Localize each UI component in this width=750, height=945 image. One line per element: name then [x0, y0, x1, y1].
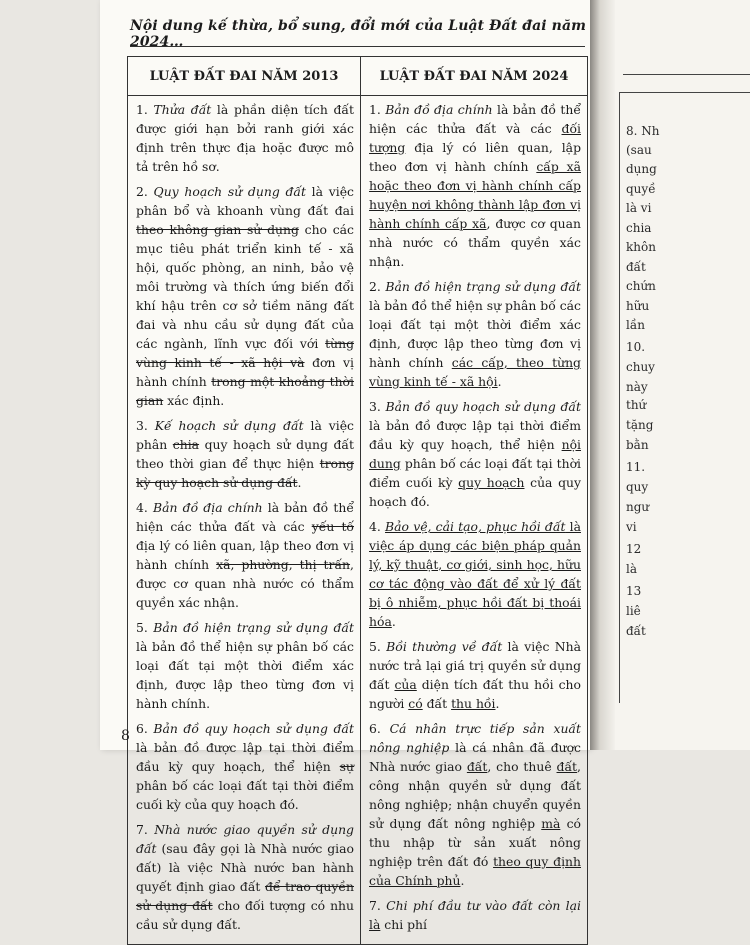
struck-text: sự: [339, 759, 354, 774]
clause-text: phân bố các loại đất tại thời điểm cuối kỳ: [369, 456, 581, 490]
clause-text: 4.: [369, 519, 386, 534]
col2-clause: [369, 517, 581, 631]
clause-text: 1.: [136, 102, 154, 117]
struck-text: từng vùng kinh tế - xã hội và: [136, 336, 354, 370]
underlined-text: là: [369, 917, 381, 932]
facing-page-fragment: này: [626, 380, 648, 394]
underlined-text: các cấp, theo từng vùng kinh tế - xã hội: [369, 355, 581, 389]
clause-text: (sau đây gọi là Nhà nước giao đất) là việc Nhà nước ban hành quyết định giao đất: [136, 841, 354, 894]
clause-text: địa lý có liên quan, lập theo đơn vị hành chính: [369, 140, 581, 174]
defined-term: Bản đồ địa chính: [153, 500, 263, 515]
underlined-text: theo quy định của Chính phủ: [369, 854, 581, 888]
facing-page-fragment: 12: [626, 542, 642, 556]
struck-text: trong một khoảng thời gian: [136, 374, 354, 408]
facing-page-fragment: 11.: [626, 460, 646, 474]
underlined-text: nội dung: [369, 437, 581, 471]
underlined-text: của: [394, 677, 417, 692]
defined-term: Quy hoạch sử dụng đất: [153, 184, 306, 199]
col2-clause: [369, 100, 581, 271]
clause-text: 7.: [136, 822, 155, 837]
facing-page-fragment: là vi: [626, 201, 652, 215]
facing-page-fragment: hữu: [626, 299, 650, 313]
clause-text: đất: [422, 696, 452, 711]
col1-clause: [136, 416, 354, 492]
clause-text: .: [391, 614, 396, 629]
clause-text: diện tích đất thu hồi cho người: [369, 677, 581, 711]
clause-text: cho đối tượng có nhu cầu sử dụng đất.: [136, 898, 355, 932]
column-header-2024: LUẬT ĐẤT ĐAI NĂM 2024: [361, 57, 588, 96]
col2-clause: [369, 896, 581, 934]
book-gutter: [590, 0, 615, 750]
clause-text: địa lý có liên quan, lập theo đơn vị hành chính: [136, 538, 354, 572]
clause-text: .: [460, 873, 465, 888]
clause-text: xác định.: [163, 393, 225, 408]
column-2013-cell: [128, 96, 361, 945]
struck-text: theo không gian sử dụng: [136, 222, 299, 237]
clause-text: có thu nhập từ sản xuất nông nghiệp trên đất đó: [369, 816, 581, 869]
clause-text: .: [497, 374, 502, 389]
defined-term: Bồi thường về đất: [386, 639, 503, 654]
facing-page-fragment: vi: [626, 520, 637, 534]
clause-text: 7.: [369, 898, 387, 913]
clause-text: .: [297, 475, 302, 490]
clause-text: đơn vị hành chính: [136, 355, 354, 389]
page-number: 8: [121, 728, 130, 744]
underlined-text: cấp xã hoặc theo đơn vị hành chính cấp huyện nơi không thành lập đơn vị hành chính cấp xã: [369, 159, 581, 231]
clause-text: 1.: [369, 102, 386, 117]
underlined-text: đối tượng: [369, 121, 581, 155]
underlined-text: đất: [466, 759, 488, 774]
clause-text: quy hoạch sử dụng đất theo thời gian để thực hiện: [136, 437, 354, 471]
clause-text: 6.: [136, 721, 154, 736]
clause-text: là bản đồ được lập tại thời điểm đầu kỳ quy hoạch, thể hiện: [136, 740, 354, 774]
underlined-text: mà: [541, 816, 561, 831]
defined-term: Bản đồ địa chính: [385, 102, 493, 117]
col2-clause: [369, 397, 581, 511]
facing-page-fragment: bằn: [626, 438, 649, 452]
clause-text: 2.: [369, 279, 386, 294]
facing-page-fragment: thứ: [626, 398, 647, 412]
col2-clause: [369, 637, 581, 713]
facing-page-fragment: quyề: [626, 182, 656, 196]
struck-text: xã, phường, thị trấn: [216, 557, 351, 572]
underlined-text: thu hồi: [451, 696, 496, 711]
running-header: Nội dung kế thừa, bổ sung, đổi mới của Luật Đất đai năm 2024…: [130, 18, 587, 50]
underlined-text: là việc áp dụng các biện pháp quản lý, kỹ thuật, cơ giới, sinh học, hữu cơ tác động vào đất để xử lý đất bị ô nhiễm, phục hồi đất bị thoái hóa: [369, 519, 581, 629]
facing-page-fragment: khôn: [626, 240, 656, 254]
struck-text: trong kỳ quy hoạch sử dụng đất: [136, 456, 354, 490]
clause-text: là bản đồ thể hiện sự phân bố các loại đất tại một thời điểm xác định, được lập theo từng đơn vị hành chính: [369, 298, 581, 370]
facing-page-fragment: đất: [626, 260, 646, 274]
facing-page-fragment: liê: [626, 604, 641, 618]
underlined-text: quy hoạch: [458, 475, 525, 490]
col1-clause: [136, 820, 354, 934]
facing-page-fragment: ngư: [626, 500, 650, 514]
clause-text: phân bố các loại đất tại thời điểm cuối kỳ của quy hoạch đó.: [136, 778, 354, 812]
facing-page-fragment: dụng: [626, 162, 657, 176]
clause-text: là phần diện tích đất được giới hạn bởi ranh giới xác định trên thực địa hoặc được mô tả trên hồ sơ.: [136, 102, 354, 174]
comparison-table: [127, 56, 588, 945]
col1-clause: [136, 100, 354, 176]
facing-page-fragment: 13: [626, 584, 642, 598]
clause-text: chi phí: [380, 917, 427, 932]
clause-text: 4.: [136, 500, 153, 515]
defined-term: Thửa đất: [153, 102, 212, 117]
column-2024-cell: [361, 96, 588, 945]
clause-text: , được cơ quan nhà nước có thẩm quyền xác nhận.: [136, 557, 354, 610]
facing-page-fragment: (sau: [626, 143, 652, 157]
defined-term: Bản đồ quy hoạch sử dụng đất: [385, 399, 581, 414]
clause-text: , được cơ quan nhà nước có thẩm quyền xác nhận.: [369, 216, 582, 269]
clause-text: là việc Nhà nước trả lại giá trị quyền sử dụng đất: [369, 639, 581, 692]
clause-text: 5.: [136, 620, 154, 635]
clause-text: của quy hoạch đó.: [369, 475, 581, 509]
col1-clause: [136, 182, 354, 410]
struck-text: chia: [172, 437, 200, 452]
facing-page-fragment: quy: [626, 480, 649, 494]
clause-text: 3.: [369, 399, 386, 414]
underlined-text: đất: [556, 759, 578, 774]
facing-page-fragment: 10.: [626, 340, 646, 354]
struck-text: yếu tố: [311, 519, 354, 534]
facing-page-fragment: chuy: [626, 360, 655, 374]
defined-term: Chi phí đầu tư vào đất còn lại: [386, 898, 581, 913]
clause-text: .: [495, 696, 500, 711]
col2-clause: [369, 277, 581, 391]
clause-text: cho các mục tiêu phát triển kinh tế - xã hội, quốc phòng, an ninh, bảo vệ môi trường và thích ứng biến đổi khí hậu trên cơ sở tiềm năng đất đai và nhu cầu sử dụng đất của các ngành, lĩnh vực đối với: [136, 222, 354, 351]
clause-text: là bản đồ thể hiện các thửa đất và các: [136, 500, 355, 534]
underlined-text: có: [408, 696, 423, 711]
col1-clause: [136, 498, 354, 612]
facing-page-fragment: 8. Nh: [626, 124, 660, 138]
defined-term: Cá nhân trực tiếp sản xuất nông nghiệp: [369, 721, 581, 755]
defined-term: Bảo vệ, cải tạo, phục hồi đất: [385, 519, 566, 534]
clause-text: là bản đồ thể hiện sự phân bố các loại đất tại một thời điểm xác định, được lập theo từng đơn vị hành chính.: [136, 639, 354, 711]
clause-text: là bản đồ thể hiện các thửa đất và các: [369, 102, 582, 136]
defined-term: Nhà nước giao quyền sử dụng đất: [136, 822, 354, 856]
facing-page-fragment: là: [626, 562, 637, 576]
clause-text: là việc phân bổ và khoanh vùng đất đai: [136, 184, 354, 218]
facing-page-rule: [623, 74, 750, 75]
header-rule: [130, 46, 585, 47]
clause-text: 6.: [369, 721, 390, 736]
clause-text: là cá nhân đã được Nhà nước giao: [369, 740, 581, 774]
col1-clause: [136, 618, 354, 713]
defined-term: Bản đồ hiện trạng sử dụng đất: [385, 279, 581, 294]
clause-text: 3.: [136, 418, 155, 433]
clause-text: , cho thuê: [487, 759, 557, 774]
facing-page-fragment: chứn: [626, 279, 656, 293]
clause-text: là bản đồ được lập tại thời điểm đầu kỳ quy hoạch, thể hiện: [369, 418, 581, 452]
struck-text: để trao quyền sử dụng đất: [136, 879, 354, 913]
column-header-2013: LUẬT ĐẤT ĐAI NĂM 2013: [128, 57, 361, 96]
clause-text: 5.: [369, 639, 387, 654]
clause-text: 2.: [136, 184, 154, 199]
facing-page-fragment: lần: [626, 318, 645, 332]
facing-page-fragment: tặng: [626, 418, 654, 432]
clause-text: , công nhận quyền sử dụng đất nông nghiệp; nhận chuyển quyền sử dụng đất nông nghiệp: [369, 759, 581, 831]
col1-clause: [136, 719, 354, 814]
facing-page-fragment: chia: [626, 221, 652, 235]
facing-page-fragment: đất: [626, 624, 646, 638]
col2-clause: [369, 719, 581, 890]
defined-term: Bản đồ hiện trạng sử dụng đất: [153, 620, 354, 635]
clause-text: là việc phân: [136, 418, 354, 452]
defined-term: Kế hoạch sử dụng đất: [154, 418, 304, 433]
defined-term: Bản đồ quy hoạch sử dụng đất: [153, 721, 354, 736]
